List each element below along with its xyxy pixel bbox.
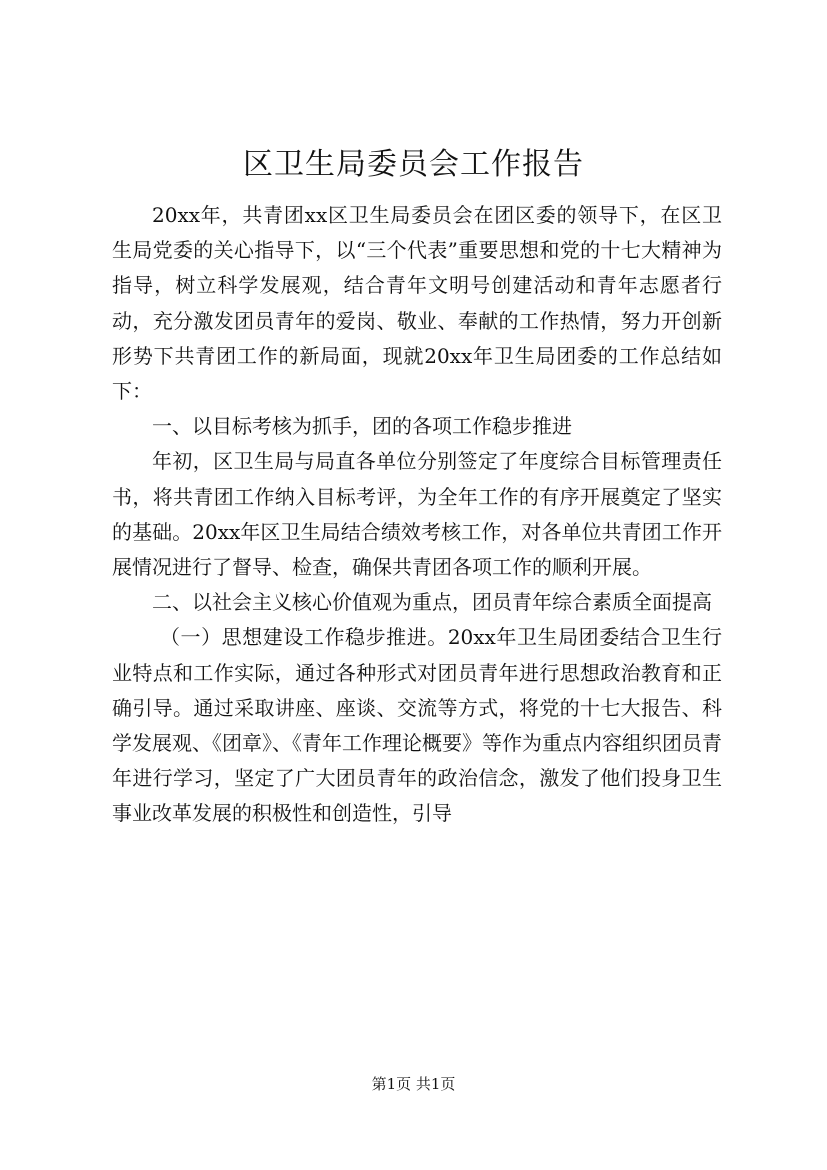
page-title: 区卫生局委员会工作报告	[243, 147, 584, 182]
section-heading-1: 一、以目标考核为抓手，团的各项工作稳步推进	[152, 414, 572, 439]
intro-paragraph: 20xx年，共青团xx区卫生局委员会在团区委的领导下，在区卫生局党委的关心指导下，以“三个代表”重要思想和党的十七大精神为指导，树立科学发展观，结合青年文明号创建活动和青年志愿者行动，充分激发团员青年的爱岗、敬业、奉献的工作热情，努力开创新形势下共青团工作的新局面，现就20xx年卫生局团委的工作总结如下：	[112, 203, 722, 404]
page-footer: 第1页 共1页	[371, 1075, 456, 1093]
section-1-paragraph: 年初，区卫生局与局直各单位分别签定了年度综合目标管理责任书，将共青团工作纳入目标考评，为全年工作的有序开展奠定了坚实的基础。20xx年区卫生局结合绩效考核工作，对各单位共青团工作开展情况进行了督导、检查，确保共青团各项工作的顺利开展。	[112, 449, 722, 580]
document-body	[112, 198, 722, 832]
subsection-1-paragraph: （一）思想建设工作稳步推进。20xx年卫生局团委结合卫生行业特点和工作实际，通过各种形式对团员青年进行思想政治教育和正确引导。通过采取讲座、座谈、交流等方式，将党的十七大报告、科学发展观、《团章》、《青年工作理论概要》等作为重点内容组织团员青年进行学习，坚定了广大团员青年的政治信念，激发了他们投身卫生事业改革发展的积极性和创造性，引导	[112, 625, 722, 826]
section-heading-2: 二、以社会主义核心价值观为重点，团员青年综合素质全面提高	[152, 590, 712, 615]
